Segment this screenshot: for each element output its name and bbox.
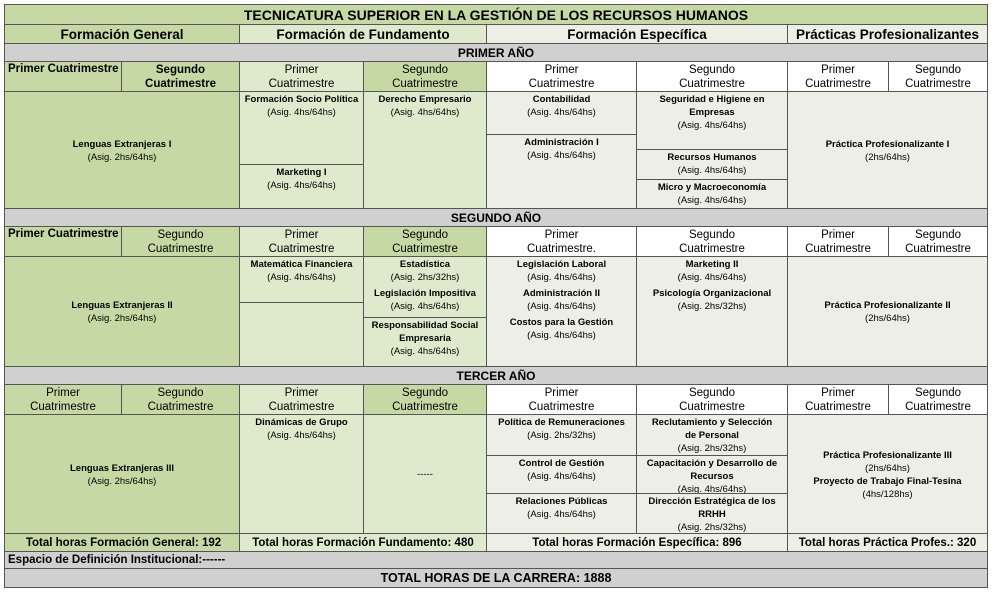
- espacio-institucional: Espacio de Definición Institucional:------: [4, 551, 988, 569]
- subject-fund1-y2: [239, 256, 364, 303]
- sem-label: Cuatrimestre: [268, 242, 335, 255]
- sem-label: Segundo: [914, 386, 962, 399]
- sem-label: Cuatrimestre: [30, 400, 96, 413]
- subject-name: Responsabilidad Social Empresaria: [371, 320, 479, 344]
- sem-esp-2-y3: [636, 384, 788, 415]
- subject-hours: (Asig. 2hs/32hs): [390, 272, 460, 283]
- subject-hours: (Asig. 4hs/64hs): [267, 107, 336, 118]
- sem-label: Segundo: [688, 386, 736, 399]
- subject-hours: (Asig. 4hs/64hs): [677, 195, 747, 206]
- subject-name: Costos para la Gestión: [509, 317, 614, 328]
- subject-name: Reclutamiento y Selección de Personal: [651, 417, 773, 441]
- subject-name: Relaciones Públicas: [515, 496, 608, 507]
- subject-name: Matemática Financiera: [250, 259, 353, 270]
- subject-name: Derecho Empresario: [378, 94, 472, 105]
- sem-prac-1-y3: [787, 384, 889, 415]
- subject-name: Psicología Organizacional: [652, 288, 772, 299]
- subject-name: Micro y Macroeconomía: [657, 182, 767, 193]
- subject-hours: (Asig. 4hs/64hs): [677, 120, 747, 131]
- sem-label: Cuatrimestre: [905, 400, 971, 413]
- total-especifica: Total horas Formación Específica: 896: [486, 533, 788, 552]
- subject-fund2-y2-c: [363, 317, 487, 367]
- subject-general-y1: [4, 91, 240, 209]
- subject-hours: (2hs/64hs): [865, 313, 910, 324]
- subject-hours: (Asig. 4hs/64hs): [390, 107, 460, 118]
- subject-hours: (Asig. 4hs/64hs): [527, 301, 596, 312]
- year-header-1: PRIMER AÑO: [4, 43, 988, 62]
- subject-name: Práctica Profesionalizante II: [824, 300, 951, 311]
- sem-esp-1-y2: [486, 226, 637, 257]
- sem-label: Cuatrimestre: [392, 242, 458, 255]
- col-header-fundamento: Formación de Fundamento: [239, 24, 487, 44]
- subject-fund2-y1: [363, 91, 487, 209]
- total-carrera: TOTAL HORAS DE LA CARRERA: 1888: [4, 568, 988, 588]
- sem-label: Cuatrimestre: [147, 400, 214, 413]
- subject-hours: (Asig. 2hs/64hs): [87, 313, 157, 324]
- subject-name: Control de Gestión: [518, 458, 605, 469]
- subject-name: Práctica Profesionalizante III: [823, 449, 952, 461]
- subject-hours: (Asig. 4hs/64hs): [527, 272, 596, 283]
- sem-label: Primer: [821, 63, 855, 76]
- subject-hours: (Asig. 4hs/64hs): [527, 509, 596, 520]
- sem-label: Cuatrimestre: [805, 400, 871, 413]
- subject-hours: (Asig. 4hs/64hs): [527, 150, 596, 161]
- subject-hours: (Asig. 4hs/64hs): [527, 330, 596, 341]
- sem-label: Cuatrimestre: [268, 400, 335, 413]
- sem-fund-2-y3: [363, 384, 487, 415]
- sem-label: Cuatrimestre: [268, 77, 335, 90]
- sem-label: Cuatrimestre: [905, 77, 971, 90]
- sem-label: Primer: [544, 386, 579, 399]
- subject-fund1-y3: [239, 414, 364, 534]
- subject-name: Estadística: [399, 259, 451, 270]
- subject-name: Proyecto de Trabajo Final-Tesina: [813, 475, 962, 487]
- subject-esp1-y1-a: [486, 91, 637, 135]
- sem-general-2-y1: [121, 61, 240, 92]
- sem-label: Cuatrimestre.: [526, 242, 597, 255]
- subject-hours: (Asig. 2hs/32hs): [677, 522, 747, 533]
- sem-fund-2-y2: [363, 226, 487, 257]
- subject-hours: (Asig. 4hs/64hs): [527, 471, 596, 482]
- subject-name: Legislación Impositiva: [374, 288, 476, 299]
- sem-prac-1-y2: [787, 226, 889, 257]
- total-general: Total horas Formación General: 192: [4, 533, 240, 552]
- sem-label: Segundo: [157, 228, 204, 241]
- sem-label: Primer: [821, 386, 855, 399]
- subject-name: Formación Socio Política: [244, 94, 359, 105]
- subject-practica-y3: [787, 414, 988, 534]
- subject-hours: (Asig. 2hs/32hs): [527, 430, 596, 441]
- subject-name: Marketing I: [276, 167, 327, 178]
- sem-label: Cuatrimestre: [145, 77, 216, 90]
- sem-prac-2-y1: [888, 61, 988, 92]
- sem-label: Segundo: [401, 386, 449, 399]
- subject-esp2-y3-c: [636, 493, 788, 534]
- subject-esp2-y1-c: [636, 179, 788, 209]
- empty-marker: -----: [417, 469, 433, 480]
- subject-hours: (2hs/64hs): [865, 462, 910, 474]
- subject-esp1-y3-b: [486, 455, 637, 494]
- col-header-general: Formación General: [4, 24, 240, 44]
- sem-esp-1-y1: [486, 61, 637, 92]
- subject-name: Lenguas Extranjeras I: [72, 138, 172, 150]
- subject-name: Política de Remuneraciones: [498, 417, 625, 428]
- subject-esp2-y2: [636, 256, 788, 367]
- subject-name: Contabilidad: [532, 94, 591, 105]
- total-fundamento: Total horas Formación Fundamento: 480: [239, 533, 487, 552]
- subject-esp1-y3-c: [486, 493, 637, 534]
- subject-fund1-y1-a: [239, 91, 364, 165]
- subject-hours: (Asig. 4hs/64hs): [677, 165, 747, 176]
- col-header-practicas: Prácticas Profesionalizantes: [787, 24, 988, 44]
- subject-hours: (Asig. 2hs/64hs): [87, 151, 157, 163]
- sem-prac-2-y3: [888, 384, 988, 415]
- subject-name: Dinámicas de Grupo: [255, 417, 348, 428]
- subject-practica-y2: [787, 256, 988, 367]
- sem-general-1-y2: Primer Cuatrimestre: [4, 226, 122, 257]
- sem-prac-1-y1: [787, 61, 889, 92]
- subject-hours: (Asig. 2hs/64hs): [87, 475, 157, 487]
- subject-hours: (Asig. 4hs/64hs): [527, 107, 596, 118]
- sem-label: Cuatrimestre: [147, 242, 214, 255]
- subject-name: Lenguas Extranjeras II: [71, 300, 173, 311]
- subject-hours: (Asig. 4hs/64hs): [390, 346, 460, 357]
- sem-label: Segundo: [401, 63, 449, 76]
- sem-label: Primer: [284, 63, 319, 76]
- subject-fund2-y2-ab: [363, 256, 487, 318]
- col-header-especifica: Formación Específica: [486, 24, 788, 44]
- subject-hours: (Asig. 4hs/64hs): [267, 180, 336, 191]
- subject-practica-y1: [787, 91, 988, 209]
- sem-label: Segundo: [157, 386, 204, 399]
- sem-label: Segundo: [688, 228, 736, 241]
- subject-esp2-y1-b: [636, 149, 788, 180]
- subject-hours: (Asig. 2hs/32hs): [677, 443, 747, 454]
- subject-hours: (Asig. 4hs/64hs): [390, 301, 460, 312]
- subject-hours: (Asig. 2hs/32hs): [677, 301, 747, 312]
- sem-fund-1-y2: [239, 226, 364, 257]
- sem-label: Primer: [821, 228, 855, 241]
- sem-label: Primer: [284, 386, 319, 399]
- sem-esp-2-y2: [636, 226, 788, 257]
- sem-label: Cuatrimestre: [528, 77, 595, 90]
- subject-esp1-y1-b: [486, 134, 637, 209]
- sem-fund-2-y1: [363, 61, 487, 92]
- subject-name: Práctica Profesionalizante I: [825, 138, 950, 150]
- subject-name: Seguridad e Higiene en Empresas: [659, 94, 765, 118]
- sem-label: Primer: [544, 228, 579, 241]
- table-title: TECNICATURA SUPERIOR EN LA GESTIÓN DE LOS RECURSOS HUMANOS: [4, 4, 988, 25]
- sem-label: Cuatrimestre: [679, 77, 745, 90]
- subject-fund2-y3-empty: [363, 414, 487, 534]
- sem-label: Primer: [544, 63, 579, 76]
- sem-label: Cuatrimestre: [805, 242, 871, 255]
- year-header-2: SEGUNDO AÑO: [4, 208, 988, 227]
- sem-esp-1-y3: [486, 384, 637, 415]
- subject-esp2-y3-a: [636, 414, 788, 456]
- sem-label: Cuatrimestre: [679, 242, 745, 255]
- sem-general-1-y1: Primer Cuatrimestre: [4, 61, 122, 92]
- subject-name: Legislación Laboral: [516, 259, 607, 270]
- subject-hours: (Asig. 4hs/64hs): [677, 272, 747, 283]
- subject-general-y2: [4, 256, 240, 367]
- subject-esp1-y3-a: [486, 414, 637, 456]
- subject-hours: (Asig. 4hs/64hs): [267, 272, 336, 283]
- subject-esp2-y1-a: [636, 91, 788, 150]
- subject-general-y3: [4, 414, 240, 534]
- subject-esp1-y2: [486, 256, 637, 367]
- subject-esp2-y3-b: [636, 455, 788, 494]
- sem-label: Cuatrimestre: [905, 242, 971, 255]
- subject-hours: (4hs/128hs): [862, 488, 913, 500]
- subject-name: Administración II: [522, 288, 601, 299]
- subject-fund1-y1-b: [239, 164, 364, 209]
- sem-general-2-y3: [121, 384, 240, 415]
- sem-general-2-y2: [121, 226, 240, 257]
- sem-fund-1-y3: [239, 384, 364, 415]
- sem-label: Cuatrimestre: [528, 400, 595, 413]
- sem-label: Cuatrimestre: [805, 77, 871, 90]
- empty-cell: [239, 302, 364, 367]
- sem-label: Primer: [46, 386, 80, 399]
- subject-name: Lenguas Extranjeras III: [69, 462, 174, 474]
- sem-label: Cuatrimestre: [392, 77, 458, 90]
- sem-label: Cuatrimestre: [392, 400, 458, 413]
- subject-name: Marketing II: [685, 259, 739, 270]
- sem-label: Segundo: [155, 63, 206, 76]
- sem-fund-1-y1: [239, 61, 364, 92]
- sem-label: Segundo: [401, 228, 449, 241]
- subject-name: Administración I: [524, 137, 599, 148]
- sem-label: Segundo: [914, 63, 962, 76]
- subject-hours: (Asig. 4hs/64hs): [267, 430, 336, 441]
- year-header-3: TERCER AÑO: [4, 366, 988, 385]
- sem-general-1-y3: [4, 384, 122, 415]
- sem-label: Cuatrimestre: [679, 400, 745, 413]
- total-practica: Total horas Práctica Profes.: 320: [787, 533, 988, 552]
- subject-hours: (2hs/64hs): [865, 151, 910, 163]
- subject-name: Recursos Humanos: [667, 152, 757, 163]
- sem-label: Segundo: [688, 63, 736, 76]
- subject-name: Capacitación y Desarrollo de Recursos: [646, 458, 778, 482]
- subject-hours: (Asig. 4hs/64hs): [677, 484, 747, 494]
- sem-esp-2-y1: [636, 61, 788, 92]
- sem-label: Segundo: [914, 228, 962, 241]
- subject-name: Dirección Estratégica de los RRHH: [648, 496, 776, 520]
- sem-prac-2-y2: [888, 226, 988, 257]
- sem-label: Primer: [284, 228, 319, 241]
